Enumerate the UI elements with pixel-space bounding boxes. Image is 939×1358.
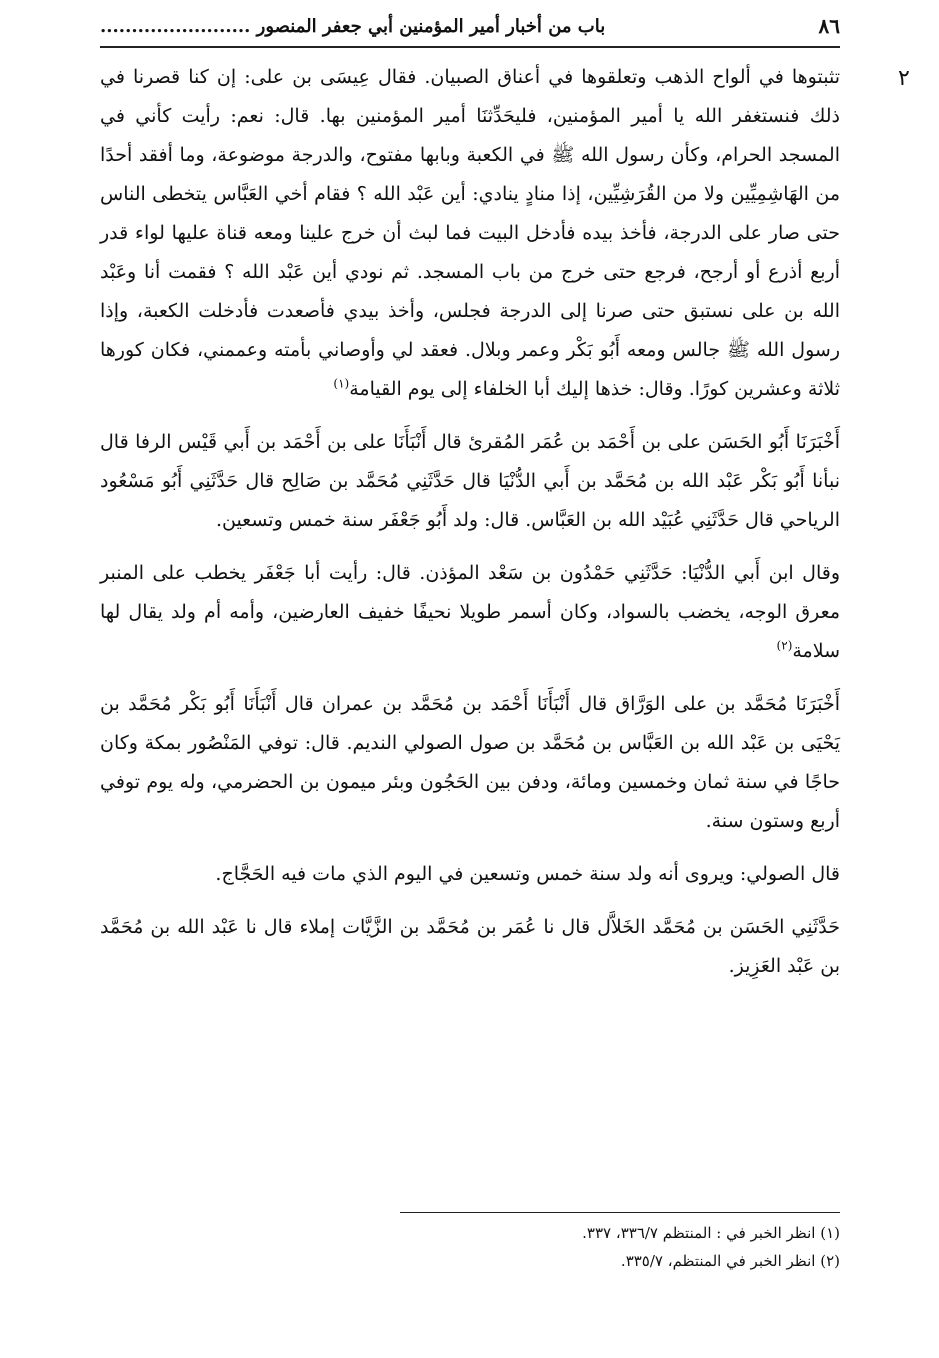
- page-number: ٨٦: [818, 14, 840, 38]
- paragraph-4: [100, 685, 840, 841]
- paragraph-text: وقال ابن أَبي الدُّنْيَا: حَدَّثَنِي حَمْدُون بن سَعْد المؤذن. قال: رأيت أبا جَعْفَر يخطب على المنبر معرق الوجه، يخضب بالسواد، وكان أسمر طويلا نحيفًا خفيف العارضين، وأمه أم ولد يقال لها سلامة: [100, 562, 840, 662]
- paragraph-6: [100, 908, 840, 986]
- paragraph-text: أَخْبَرَنَا مُحَمَّد بن على الوَرَّاق قال أَنْبَأَنَا أَحْمَد بن مُحَمَّد بن عمران قال أَنْبَأَنَا أَبُو بَكْر مُحَمَّد بن يَحْيَى بن عَبْد الله بن العَبَّاس بن مُحَمَّد بن صول الصولي النديم. قال: توفي المَنْصُور بمكة وكان حاجًا في سنة ثمان وخمسين ومائة، ودفن بين الحَجُون وبئر ميمون بن الحضرمي، وله يوم توفي أربع وستون سنة.: [100, 693, 840, 832]
- chapter-title: باب من أخبار أمير المؤمنين أبي جعفر المنصور ........................: [100, 15, 606, 37]
- paragraph-5: [100, 855, 840, 894]
- footnote-ref-1: (١): [333, 376, 350, 391]
- footnote-ref-2: (٢): [776, 638, 793, 653]
- paragraph-2: [100, 423, 840, 540]
- paragraph-text: قال الصولي: ويروى أنه ولد سنة خمس وتسعين في اليوم الذي مات فيه الحَجَّاج.: [215, 863, 840, 885]
- running-header: [100, 6, 840, 48]
- footnote-2: (٢) انظر الخبر في المنتظم، ٣٣٥/٧.: [620, 1252, 840, 1270]
- paragraph-text: حَدَّثَنِي الحَسَن بن مُحَمَّد الخَلاَّل قال نا عُمَر بن مُحَمَّد بن الزَّيَّات إملاء قال نا عَبْد الله بن مُحَمَّد بن عَبْد العَزِيز.: [100, 916, 840, 977]
- margin-mark: ٢: [898, 66, 910, 91]
- paragraph-text: أَخْبَرَنَا أَبُو الحَسَن على بن أَحْمَد بن عُمَر المُقرئ قال أَنْبَأَنَا على بن أَحْمَد بن أَبي قَيْس الرفا قال نبأنا أَبُو بَكْر عَبْد الله بن مُحَمَّد بن أَبي الدُّنْيَا قال حَدَّثَنِي مُحَمَّد بن صَالِح قال حَدَّثَنِي أَبُو مَسْعُود الرياحي قال حَدَّثَنِي عُبَيْد الله بن العَبَّاس. قال: ولد أَبُو جَعْفَر سنة خمس وتسعين.: [100, 431, 840, 531]
- body-text: [100, 58, 840, 986]
- paragraph-text: تثبتوها في ألواح الذهب وتعلقوها في أعناق الصبيان. فقال عِيسَى بن على: إن كنا قصرنا في ذلك فنستغفر الله يا أمير المؤمنين، فليحَدِّثنَا أمير المؤمنين بها. قال: نعم: رأيت كأني في المسجد الحرام، وكأن رسول الله ﷺ في الكعبة وبابها مفتوح، والدرجة موضوعة، وما أفقد أحدًا من الهَاشِمِيِّين ولا من القُرَشِيِّين، إذا منادٍ ينادي: أين عَبْد الله ؟ فقام أخي العَبَّاس يتخطى الناس حتى صار على الدرجة، فأخذ بيده فأدخل البيت فما لبث أن خرج علينا ومعه قناة عليها لواء قدر أربع أذرع أو أرجح، فرجع حتى خرج من باب المسجد. ثم نودي أين عَبْد الله ؟ فقمت أنا وعَبْد الله بن على نستبق حتى صرنا إلى الدرجة فجلس، وأخذ بيدي فأصعدت فأدخلت الكعبة، وإذا رسول الله ﷺ جالس ومعه أَبُو بَكْر وعمر وبلال. فعقد لي وأوصاني بأمته وعممني، فكان كورها ثلاثة وعشرين كورًا. وقال: خذها إليك أبا الخلفاء إلى يوم القيامة: [100, 66, 840, 400]
- paragraph-1: [100, 58, 840, 409]
- footnotes: [400, 1212, 840, 1275]
- paragraph-3: [100, 554, 840, 671]
- footnote-1: (١) انظر الخبر في : المنتظم ٣٣٦/٧، ٣٣٧.: [582, 1224, 840, 1242]
